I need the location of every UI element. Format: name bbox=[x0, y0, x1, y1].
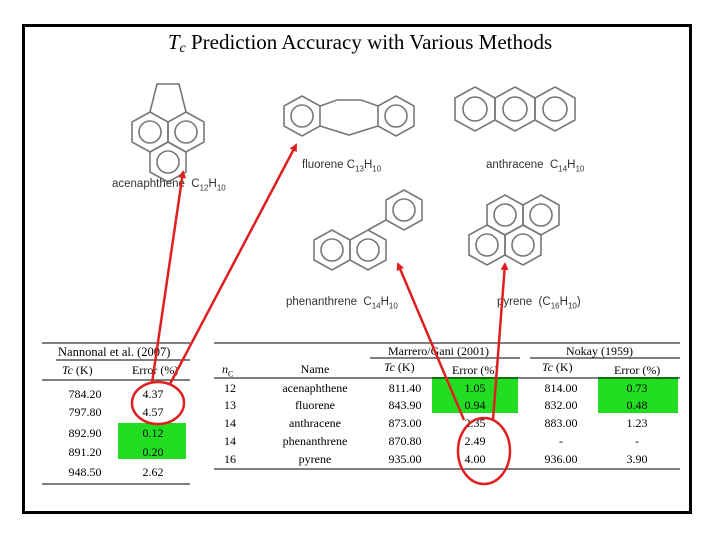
left-col-err-header: Error (%) bbox=[132, 363, 179, 377]
col-mg-err-header: Error (%) bbox=[452, 363, 499, 377]
molecule-label-pyrene: pyrene $(C_{16}H_{10})$ bbox=[497, 296, 581, 311]
molecule-label-acenaphthene: acenaphthene $C_{12}H_{10}$ bbox=[112, 178, 226, 193]
cell-nk-err: 0.48 bbox=[626, 398, 648, 412]
left-row-tc: 797.80 bbox=[68, 405, 102, 419]
cell-mg-err: 0.94 bbox=[464, 398, 486, 412]
title-tc-subscript: c bbox=[179, 41, 186, 56]
cell-nc: 14 bbox=[224, 434, 236, 448]
cell-nk-tc: 832.00 bbox=[544, 398, 578, 412]
left-row-tc: 948.50 bbox=[68, 465, 102, 479]
annotation-circle-marrero-gani bbox=[458, 418, 510, 484]
left-row-err: 2.62 bbox=[142, 465, 164, 479]
col-nk-tc-header: Tc (K) bbox=[542, 360, 573, 374]
title-tc-symbol: T bbox=[167, 30, 180, 54]
left-row-tc: 892.90 bbox=[68, 426, 102, 440]
molecule-label-anthracene: anthracene $C_{14}H_{10}$ bbox=[486, 159, 585, 174]
cell-nk-err: 1.23 bbox=[626, 416, 648, 430]
arrow-to-phenanthrene bbox=[398, 264, 464, 420]
cell-name: phenanthrene bbox=[282, 434, 348, 448]
cell-mg-err: 4.00 bbox=[464, 452, 486, 466]
cell-mg-tc: 935.00 bbox=[388, 452, 422, 466]
cell-name: fluorene bbox=[295, 398, 335, 412]
group-header-marrero-gani: Marrero/Gani (2001) bbox=[388, 344, 489, 358]
col-nc-header: $n_C$ bbox=[222, 362, 234, 379]
cell-nk-tc: 936.00 bbox=[544, 452, 578, 466]
left-row-err: 0.12 bbox=[142, 426, 164, 440]
left-row-tc: 891.20 bbox=[68, 445, 102, 459]
cell-mg-tc: 870.80 bbox=[388, 434, 422, 448]
cell-mg-err: 1.05 bbox=[464, 381, 486, 395]
molecule-label-fluorene: fluorene $C_{13}H_{10}$ bbox=[302, 159, 382, 174]
arrow-to-fluorene bbox=[170, 145, 296, 384]
cell-nc: 12 bbox=[224, 381, 236, 395]
cell-nc: 16 bbox=[224, 452, 236, 466]
cell-name: pyrene bbox=[298, 452, 332, 466]
arrow-to-acenaphthene bbox=[152, 172, 183, 383]
left-col-tc-header: Tc (K) bbox=[62, 363, 93, 377]
group-header-nokay: Nokay (1959) bbox=[566, 344, 633, 358]
cell-mg-err: 2.35 bbox=[464, 416, 486, 430]
cell-name: anthracene bbox=[289, 416, 341, 430]
cell-mg-tc: 811.40 bbox=[388, 381, 422, 395]
cell-mg-err: 2.49 bbox=[464, 434, 486, 448]
col-name-header: Name bbox=[300, 362, 330, 376]
cell-name: acenaphthene bbox=[282, 381, 348, 395]
cell-nc: 14 bbox=[224, 416, 236, 430]
title-text: Prediction Accuracy with Various Methods bbox=[185, 30, 553, 54]
arrow-to-pyrene bbox=[493, 264, 505, 420]
cell-nk-err: 3.90 bbox=[626, 452, 648, 466]
molecule-label-phenanthrene: phenanthrene $C_{14}H_{10}$ bbox=[286, 296, 398, 311]
cell-nc: 13 bbox=[224, 398, 236, 412]
cell-mg-tc: 843.90 bbox=[388, 398, 422, 412]
left-row-err: 0.20 bbox=[142, 445, 164, 459]
left-table-header: Nannonal et al. (2007) bbox=[58, 345, 171, 359]
left-row-tc: 784.20 bbox=[68, 387, 102, 401]
cell-nk-err: - bbox=[635, 434, 639, 448]
annotation-circle-left bbox=[132, 382, 184, 424]
cell-nk-tc: 814.00 bbox=[544, 381, 578, 395]
cell-nk-tc: - bbox=[559, 434, 563, 448]
left-row-err: 4.37 bbox=[142, 387, 164, 401]
cell-nk-err: 0.73 bbox=[626, 381, 648, 395]
left-row-err: 4.57 bbox=[142, 405, 164, 419]
col-mg-tc-header: Tc (K) bbox=[384, 360, 415, 374]
cell-mg-tc: 873.00 bbox=[388, 416, 422, 430]
col-nk-err-header: Error (%) bbox=[614, 363, 661, 377]
cell-nk-tc: 883.00 bbox=[544, 416, 578, 430]
